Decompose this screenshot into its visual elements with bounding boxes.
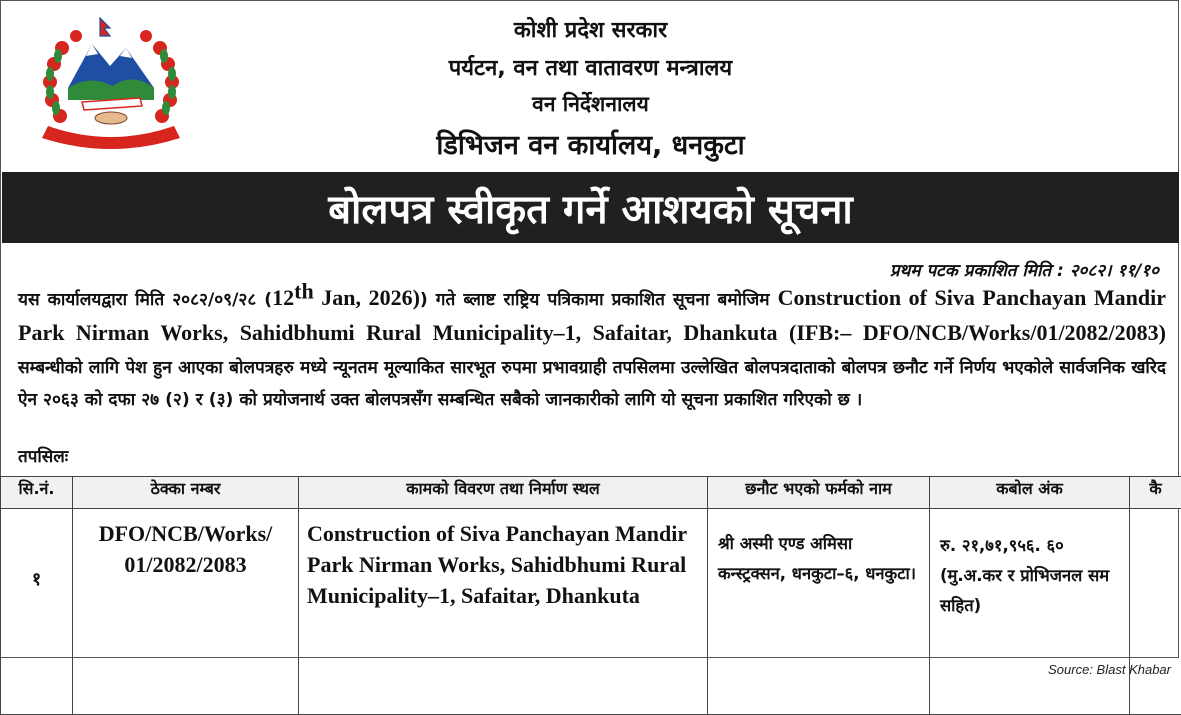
cell-remarks [1130,509,1181,715]
col-header-work: कामको विवरण तथा निर्माण स्थल [299,477,708,509]
award-table [0,476,1181,715]
body-intro: यस कार्यालयद्वारा मिति २०८२/०९/२८ ( [18,290,272,310]
table-header-row [1,477,1181,509]
details-label: तपसिलः [18,444,68,467]
col-header-contract-no: ठेक्का नम्बर [73,477,299,509]
table-row [1,509,1181,715]
header-directorate: वन निर्देशनालय [0,90,1181,118]
body-date-day: 12 [272,285,294,310]
cell-work: Construction of Siva Panchayan Mandir Park Nirman Works, Sahidbhumi Rural Municipality–1, Safaitar, Dhankuta [299,509,708,715]
col-header-firm: छनौट भएको फर्मको नाम [708,477,930,509]
cell-firm: श्री अस्मी एण्ड अमिसा कन्स्ट्रक्सन, धनकुटा–६, धनकुटा। [708,509,930,715]
header-ministry: पर्यटन, वन तथा वातावरण मन्त्रालय [0,52,1181,82]
header-government: कोशी प्रदेश सरकार [0,14,1181,44]
body-date-rest: Jan, 2026 [314,285,413,310]
publish-date: प्रथम पटक प्रकाशित मिति : २०८२। ११/१० [890,258,1159,281]
notice-title: बोलपत्र स्वीकृत गर्ने आशयको सूचना [2,180,1179,235]
body-ref: ) गते ब्लाष्ट राष्ट्रिय पत्रिकामा प्रकाशित सूचना बमोजिम [420,290,778,310]
col-header-bid: कबोल अंक [930,477,1130,509]
notice-title-banner [2,172,1179,243]
col-header-sn: सि.नं. [1,477,73,509]
body-date-suffix: th [294,278,314,303]
notice-header [0,0,1181,170]
body-project-name: Construction of Siva Panchayan Mandir Park Nirman Works, Sahidbhumi Rural Municipality–1, Safaitar, Dhankuta (IFB:– DFO/NCB/Works/01/2082/2083) [18,285,1166,345]
body-decision: सम्बन्धीको लागि पेश हुन आएका बोलपत्रहरु मध्ये न्यूनतम मूल्याकित सारभूत रुपमा प्रभावग्राही तपसिलमा उल्लेखित बोलपत्रदाताको बोलपत्र छनौट गर्ने निर्णय भएकोले सार्वजनिक खरिद ऐन २०६३ को दफा २७ (२) र (३) को प्रयोजनार्थ उक्त बोलपत्रसँग सम्बन्धित सबैको जानकारीको लागि यो सूचना प्रकाशित गरिएको छ । [18,358,1166,411]
cell-bid: रु. २१,७१,९५६. ६० (मु.अ.कर र प्रोभिजनल सम सहित) [930,509,1130,715]
notice-body: यस कार्यालयद्वारा मिति २०८२/०९/२८ (12th Jan, 2026)) गते ब्लाष्ट राष्ट्रिय पत्रिकामा प्रकाशित सूचना बमोजिम Construction of Siva Panchayan Mandir Park Nirman Works, Sahidbhumi Rural Municipality–1, Safaitar, Dhankuta (IFB:– DFO/NCB/Works/01/2082/2083) सम्बन्धीको लागि पेश हुन आएका बोलपत्रहरु मध्ये न्यूनतम मूल्याकित सारभूत रुपमा प्रभावग्राही तपसिलमा उल्लेखित बोलपत्रदाताको बोलपत्र छनौट गर्ने निर्णय भएकोले सार्वजनिक खरिद ऐन २०६३ को दफा २७ (२) र (३) को प्रयोजनार्थ उक्त बोलपत्रसँग सम्बन्धित सबैको जानकारीको लागि यो सूचना प्रकाशित गरिएको छ । [18,282,1166,417]
col-header-remarks: कै [1130,477,1181,509]
cell-contract-no: DFO/NCB/Works/ 01/2082/2083 [73,509,299,715]
cell-sn: १ [1,509,73,715]
source-credit: Source: Blast Khabar [1048,662,1171,677]
header-office: डिभिजन वन कार्यालय, धनकुटा [0,125,1181,162]
